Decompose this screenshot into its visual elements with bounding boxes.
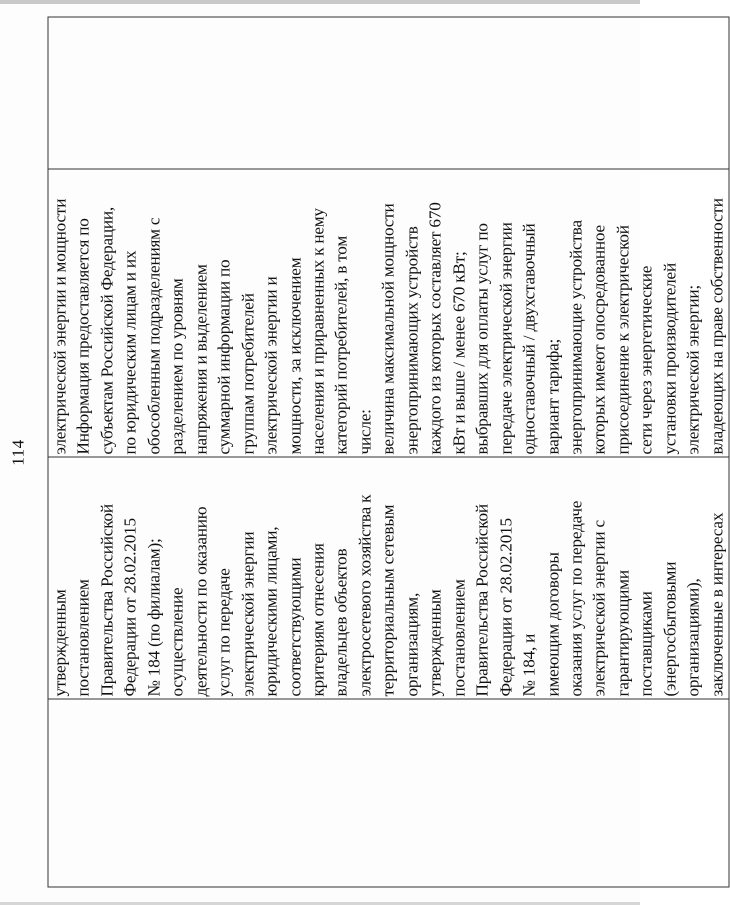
text-line: величина максимальной мощности (378, 203, 398, 455)
text-line: постановлением (449, 579, 469, 697)
text-line: одноставочный / двухставочный (519, 223, 539, 455)
text-line: Правительства Российской (97, 504, 117, 697)
text-line: № 184, и (519, 633, 539, 697)
text-line: организациями), (683, 578, 703, 697)
text-line: электрической энергии и (261, 276, 281, 455)
scan-edge-top (0, 0, 640, 4)
text-line: юридическими лицами, (261, 526, 281, 697)
text-line: вариант тарифа; (543, 338, 563, 455)
text-line: которых имеют опосредованное (589, 225, 609, 455)
text-line: группам потребителей (238, 293, 258, 455)
text-line: присоединение к электрической (613, 225, 633, 455)
info-cell (48, 169, 729, 457)
text-line: сети через энергетические (636, 265, 656, 455)
text-line: постановлением (73, 579, 93, 697)
text-line: электрической энергии и мощности (50, 198, 70, 455)
text-line: обособленным подразделениям с (144, 217, 164, 455)
text-line: категорий потребителей, в том (331, 235, 351, 455)
text-line: территориальным сетевым (378, 504, 398, 697)
text-line: Информация предоставляется по (73, 218, 93, 455)
text-line: напряжения и выделением (191, 264, 211, 455)
text-line: энергопринимающие устройства (566, 220, 586, 455)
description-lines (49, 458, 729, 697)
text-line: услуг по передаче (214, 568, 234, 697)
text-line: Федерации от 28.02.2015 (120, 518, 140, 697)
text-line: осуществление (167, 587, 187, 697)
table-row (48, 17, 729, 887)
text-line: по юридическим лицам и их (120, 250, 140, 455)
text-line: № 184 (по филиалам); (144, 538, 164, 697)
text-line: критериям отнесения (308, 543, 328, 697)
text-line: утвержденным (425, 589, 445, 697)
text-line: электросетевого хозяйства к (355, 494, 375, 697)
text-line: установки производителей (660, 263, 680, 455)
text-line: разделением по уровням (167, 278, 187, 455)
text-line: заключенные в интересах (707, 512, 727, 697)
text-line: имеющим договоры (543, 552, 563, 697)
text-line: электрической энергии (238, 531, 258, 697)
description-cell (48, 457, 729, 699)
right-empty-cell (48, 17, 729, 169)
text-line: (энергосбытовыми (660, 561, 680, 697)
text-line: выбравших для оплаты услуг по (472, 223, 492, 455)
text-line: населения и приравненных к нему (308, 208, 328, 455)
text-line: передаче электрической энергии (496, 222, 516, 455)
info-lines (49, 170, 729, 455)
left-empty-cell (48, 699, 729, 887)
text-line: электрической энергии с (589, 520, 609, 697)
text-line: кВт и выше / менее 670 кВт; (449, 251, 469, 455)
content-table (48, 17, 730, 888)
text-line: энергопринимающих устройств (402, 226, 422, 455)
text-line: мощности, за исключением (285, 257, 305, 455)
text-line: субъектам Российской Федерации, (97, 206, 117, 455)
text-line: поставщиками (636, 591, 656, 697)
text-line: владеющих на праве собственности (707, 198, 727, 455)
text-line: соответствующими (285, 557, 305, 697)
text-line: гарантирующими (613, 570, 633, 697)
text-line: владельцев объектов (331, 548, 351, 697)
text-line: электрической энергии; (683, 285, 703, 455)
text-line: Федерации от 28.02.2015 (496, 518, 516, 697)
rotated-content (8, 18, 727, 888)
text-line: утвержденным (50, 589, 70, 697)
text-line: Правительства Российской (472, 504, 492, 697)
page-number: 114 (8, 439, 28, 466)
text-line: оказания услуг по передаче (566, 500, 586, 697)
text-line: организациям, (402, 592, 422, 697)
text-line: деятельности по оказанию (191, 506, 211, 697)
text-line: суммарной информации по (214, 259, 234, 455)
text-line: числе: (355, 409, 375, 455)
text-line: каждого из которых составляет 670 (425, 202, 445, 455)
